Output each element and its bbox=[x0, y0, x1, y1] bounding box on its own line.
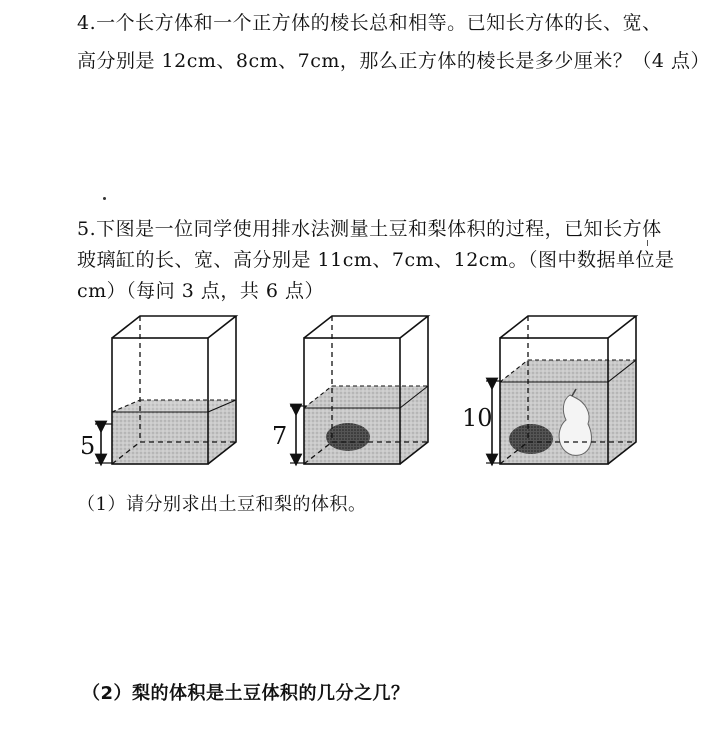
q5-text-line1: 5.下图是一位同学使用排水法测量土豆和梨体积的过程，已知长方体 bbox=[77, 218, 662, 240]
label-7: 7 bbox=[272, 422, 288, 450]
q4-text-line1: 4.一个长方体和一个正方体的棱长总和相等。已知长方体的长、宽、 bbox=[77, 12, 662, 34]
q5-subquestion-1: （1）请分别求出土豆和梨的体积。 bbox=[77, 494, 367, 515]
label-10: 10 bbox=[462, 404, 493, 432]
q5-subquestion-2: （2）梨的体积是土豆体积的几分之几？ bbox=[82, 683, 410, 704]
q5-text-line3: cm）（每问 3 点，共 6 点） bbox=[77, 280, 324, 302]
tank-1 bbox=[80, 316, 236, 464]
tank-2 bbox=[272, 316, 428, 464]
tank-3 bbox=[462, 316, 636, 464]
q4-text-line2: 高分别是 12cm、8cm、7cm，那么正方体的棱长是多少厘米？（4 点） bbox=[77, 50, 710, 72]
q5-text-line2: 玻璃缸的长、宽、高分别是 11cm、7cm、12cm。（图中数据单位是 bbox=[77, 249, 675, 271]
label-5: 5 bbox=[80, 432, 96, 460]
potato-image-2 bbox=[509, 424, 553, 454]
